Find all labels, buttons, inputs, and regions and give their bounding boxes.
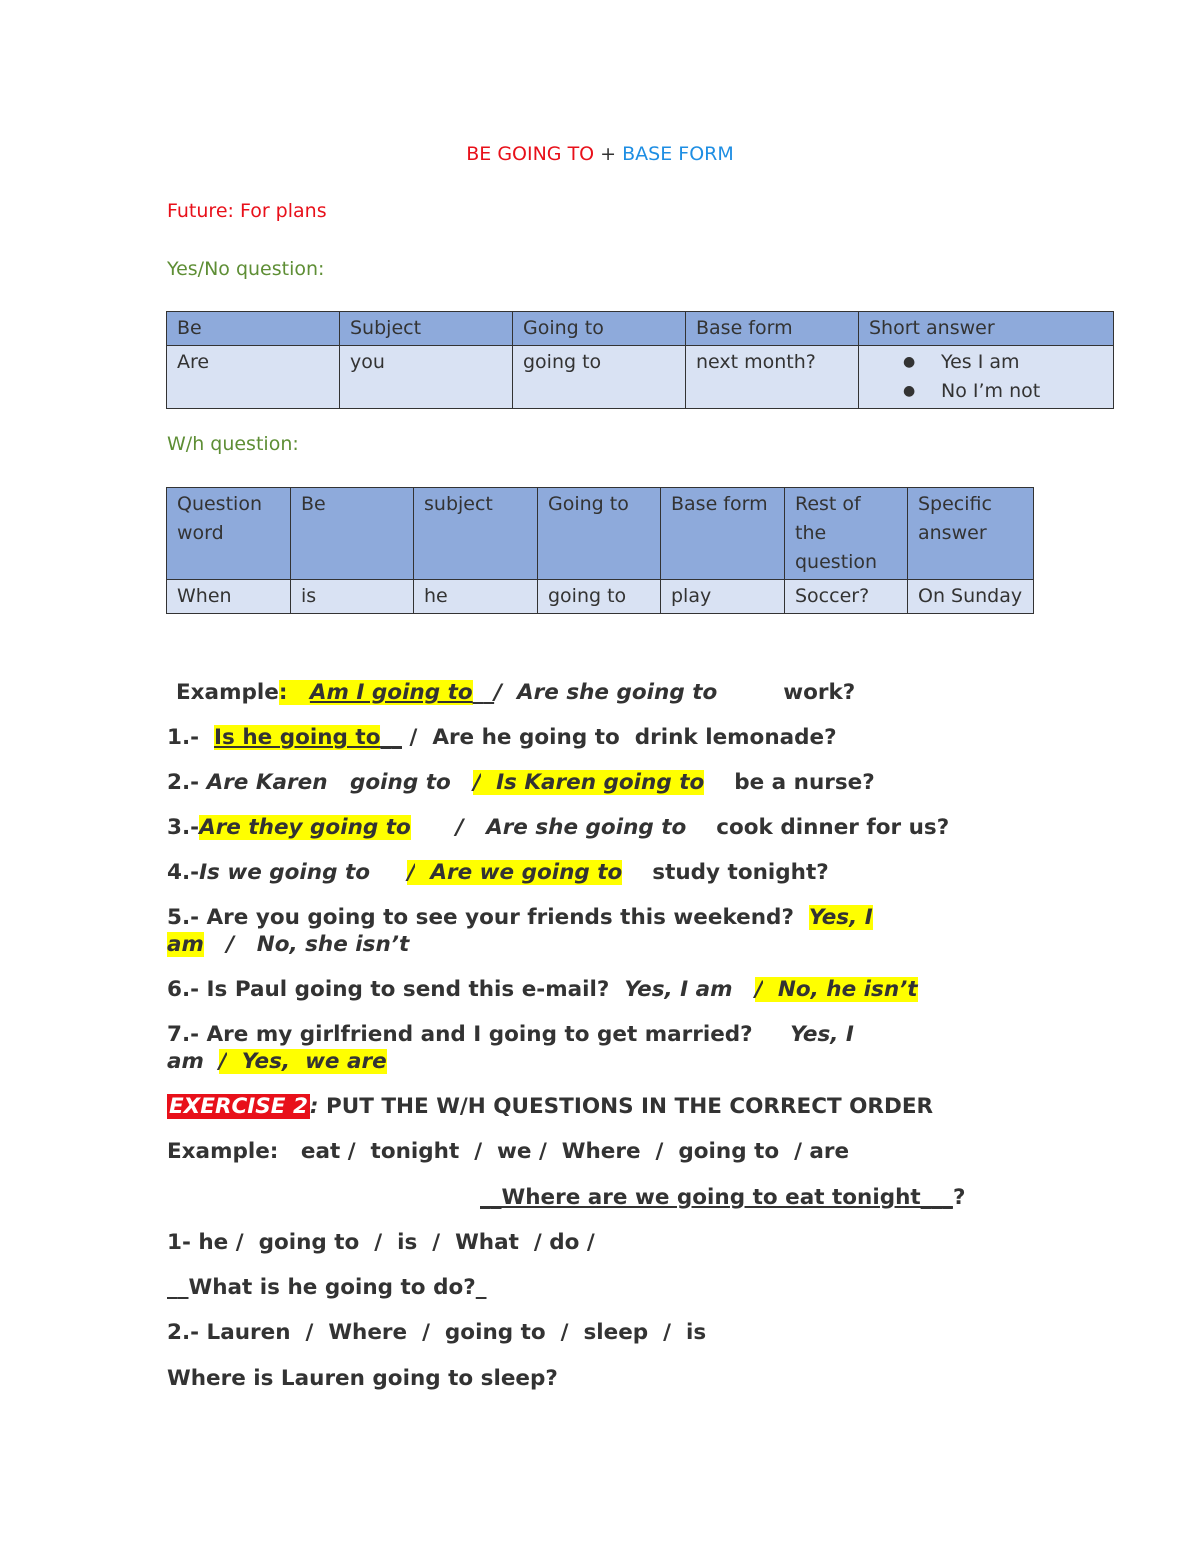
example-line [176,680,855,705]
q7-question: 7.- Are my girlfriend and I going to get married? [167,1022,753,1047]
table-cell: next month? [686,346,859,409]
title-part2: BASE FORM [622,143,734,165]
q6-answer-b: No, he isn’t [777,977,918,1002]
table-header: Base form [661,488,785,580]
example-sep: / [494,680,503,705]
exercise2-example-qmark: ? [952,1185,966,1210]
q6-sep: / [755,977,763,1002]
q1-num: 1.- [167,725,200,750]
example-colon: : [278,680,288,705]
q2-option: Are Karen going to [206,770,451,795]
example-blank: __ [472,680,495,705]
yesno-heading: Yes/No question: [167,258,325,280]
list-item: ● No I’m not [869,377,1103,406]
exercise2-instruction: PUT THE W/H QUESTIONS IN THE CORRECT ORDER [318,1094,934,1119]
future-heading: Future: For plans [167,200,327,222]
exercise2-q2-words: 2.- Lauren / Where / going to / sleep / is [167,1320,707,1345]
table-row [167,346,1114,409]
question-5-cont [167,932,409,957]
table-cell: play [661,580,785,614]
q5-question: 5.- Are you going to see your friends this weekend? [167,905,794,930]
q7-option-a1: Yes, I [790,1022,854,1047]
q5-answer-a1: Yes, I [808,905,873,930]
exercise2-q1-words: 1- he / going to / is / What / do / [167,1230,595,1255]
q7-answer-b: Yes, we are [241,1049,387,1074]
exercise2-example-answer-line [480,1185,965,1210]
table-header: Going to [513,312,686,346]
q4-option: Is we going to [199,860,371,885]
table-cell: going to [513,346,686,409]
q1-answer: Is he going to [214,725,381,750]
q3-num: 3.- [167,815,200,840]
table-row [167,312,1114,346]
question-3 [167,815,949,840]
example-label: Example [176,680,279,705]
wh-table [166,487,1034,614]
q2-sep: / [473,770,482,795]
example-rest: work? [783,680,856,705]
table-cell: On Sunday [908,580,1034,614]
q3-rest: cook dinner for us? [716,815,950,840]
table-cell: When [167,580,291,614]
q1-sep: / [409,725,418,750]
q5-sep: / [226,932,235,957]
table-header: Rest of the question [785,488,908,580]
q2-answer: Is Karen going to [496,770,705,795]
q1-rest: drink lemonade? [634,725,837,750]
title-part1: BE GOING TO [466,143,595,165]
short-answer-list [869,348,1103,406]
page-title [0,143,1200,165]
table-header: Be [291,488,414,580]
q7-sep: / [218,1049,227,1074]
example-option: Are she going to [517,680,718,705]
q4-answer: Are we going to [430,860,623,885]
q2-rest: be a nurse? [734,770,875,795]
question-1 [167,725,837,750]
table-cell: Are [167,346,340,409]
table-header: Question word [167,488,291,580]
table-row [167,488,1034,580]
exercise2-example-words: Example: eat / tonight / we / Where / going to / are [167,1139,850,1164]
q6-option-a: Yes, I am [624,977,733,1002]
table-cell: going to [538,580,661,614]
q4-rest: study tonight? [652,860,829,885]
q1-option: Are he going to [432,725,620,750]
q5-option-b: No, she isn’t [256,932,410,957]
q2-num: 2.- [167,770,200,795]
yesno-table [166,311,1114,409]
example-answer: Am I going to [309,680,473,705]
exercise2-q1-answer: __What is he going to do?_ [167,1275,487,1300]
q6-question: 6.- Is Paul going to send this e-mail? [167,977,610,1002]
question-4 [167,860,829,885]
table-header: Going to [538,488,661,580]
question-5 [167,905,873,930]
q3-sep: / [455,815,464,840]
question-7-cont [167,1049,387,1074]
table-row [167,580,1034,614]
table-cell: is [291,580,414,614]
q5-answer-a2: am [167,932,204,957]
table-header: Be [167,312,340,346]
question-6 [167,977,918,1002]
exercise2-q2-answer: Where is Lauren going to sleep? [167,1366,558,1391]
table-header: Base form [686,312,859,346]
q7-option-a2: am [167,1049,204,1074]
list-item: ● Yes I am [869,348,1103,377]
table-cell: he [414,580,538,614]
q3-answer: Are they going to [199,815,411,840]
exercise2-label: EXERCISE 2 [169,1094,308,1119]
q4-num: 4.- [167,860,200,885]
question-2 [167,770,875,795]
wh-heading: W/h question: [167,433,299,455]
exercise2-heading [167,1094,933,1119]
q1-blank: __ [380,725,402,750]
exercise2-example-answer: __Where are we going to eat tonight___ [480,1185,953,1210]
short-answer-cell [859,346,1114,409]
table-header: Short answer [859,312,1114,346]
table-cell: you [340,346,513,409]
q3-option: Are she going to [486,815,687,840]
exercise2-colon: : [309,1094,319,1119]
table-cell: Soccer? [785,580,908,614]
title-plus: + [594,143,623,165]
question-7 [167,1022,854,1047]
table-header: Specific answer [908,488,1034,580]
table-header: subject [414,488,538,580]
table-header: Subject [340,312,513,346]
q4-sep: / [407,860,416,885]
